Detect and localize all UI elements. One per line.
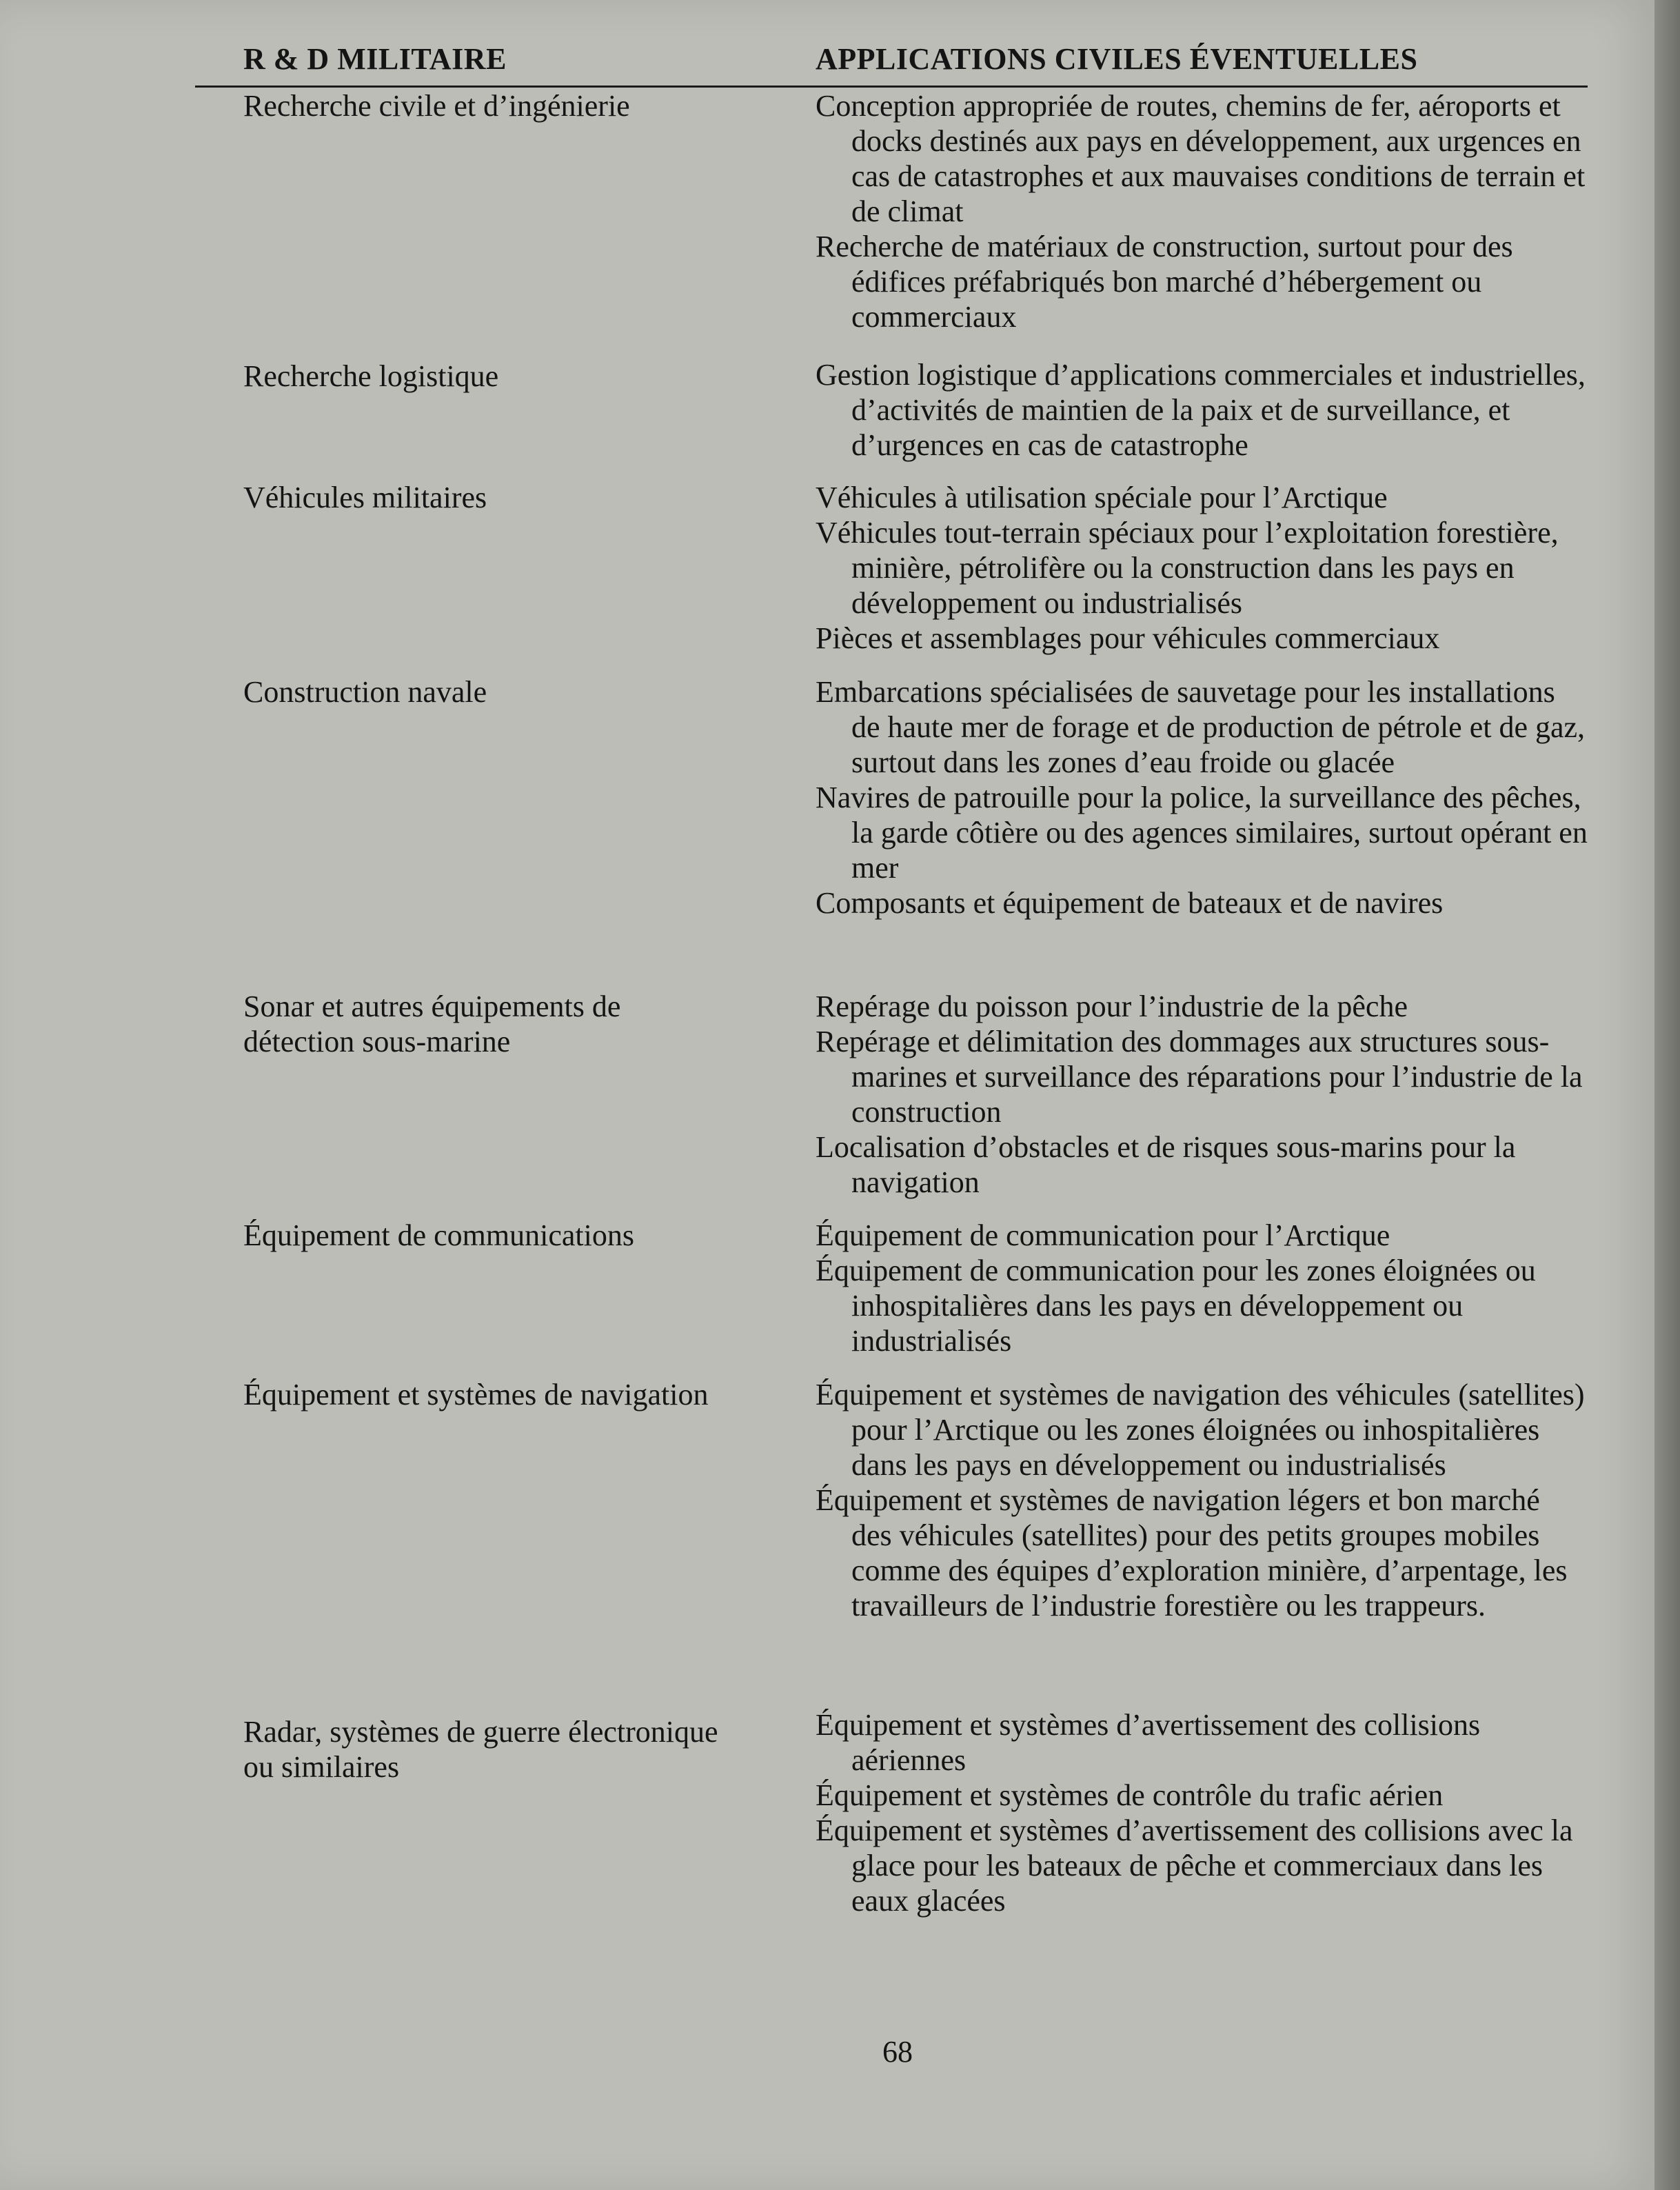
civil-applications [816, 88, 1588, 334]
civil-application-item: Repérage et délimitation des dommages aux structures sous-marines et surveillance des réparations pour l’industrie de la construction [816, 1025, 1583, 1129]
civil-application-item: Gestion logistique d’applications commerciales et industrielles, d’activités de maintien de la paix et de surveillance, et d’urgences en cas de catastrophe [816, 358, 1586, 462]
civil-application-item: Équipement et systèmes de navigation légers et bon marché des véhicules (satellites) pour des petits groupes mobiles comme des équipes d’exploration minière, d’arpentage, les travailleurs de l’industrie forestière ou les trappeurs. [816, 1483, 1568, 1623]
header-rule [195, 86, 1588, 88]
civil-applications [816, 1218, 1588, 1358]
civil-application-item: Pièces et assemblages pour véhicules commerciaux [816, 621, 1440, 655]
military-domain: Radar, systèmes de guerre électronique ou similaires [243, 1715, 718, 1784]
civil-applications [816, 674, 1588, 921]
page-number: 68 [882, 2035, 913, 2069]
civil-application-item: Embarcations spécialisées de sauvetage pour les installations de haute mer de forage et de production de pétrole et de gaz, surtout dans les zones d’eau froide ou glacée [816, 675, 1586, 779]
civil-application-item: Équipement et systèmes d’avertissement des collisions aériennes [816, 1708, 1481, 1777]
civil-application-item: Localisation d’obstacles et de risques sous-marins pour la navigation [816, 1130, 1516, 1199]
civil-application-item: Véhicules tout-terrain spéciaux pour l’exploitation forestière, minière, pétrolifère ou la construction dans les pays en développement ou industrialisés [816, 516, 1559, 620]
military-domain: Recherche civile et d’ingénierie [243, 89, 630, 123]
civil-applications [816, 989, 1588, 1200]
military-domain: Équipement de communications [243, 1218, 634, 1252]
military-domain: Sonar et autres équipements de détection sous-marine [243, 989, 621, 1058]
civil-applications [816, 1707, 1588, 1918]
civil-application-item: Conception appropriée de routes, chemins de fer, aéroports et docks destinés aux pays en développement, aux urgences en cas de catastrophes et aux mauvaises conditions de terrain et de climat [816, 89, 1586, 228]
civil-application-item: Équipement et systèmes de navigation des véhicules (satellites) pour l’Arctique ou les zones éloignées ou inhospitalières dans les pays en développement ou industrialisés [816, 1378, 1585, 1482]
civil-applications [816, 357, 1588, 463]
header-civil-applications: APPLICATIONS CIVILES ÉVENTUELLES [816, 42, 1418, 76]
table-header [195, 41, 1588, 79]
military-domain: Construction navale [243, 675, 487, 709]
civil-application-item: Équipement de communication pour les zones éloignées ou inhospitalières dans les pays en développement ou industrialisés [816, 1254, 1536, 1358]
civil-application-item: Recherche de matériaux de construction, surtout pour des édifices préfabriqués bon marché d’hébergement ou commerciaux [816, 230, 1513, 334]
military-domain: Équipement et systèmes de navigation [243, 1378, 709, 1412]
civil-applications [816, 480, 1588, 656]
civil-application-item: Navires de patrouille pour la police, la surveillance des pêches, la garde côtière ou des agences similaires, surtout opérant en mer [816, 781, 1588, 885]
civil-applications [816, 1377, 1588, 1623]
header-military-rd: R & D MILITAIRE [243, 42, 507, 76]
civil-application-item: Repérage du poisson pour l’industrie de la pêche [816, 989, 1408, 1023]
civil-application-item: Équipement et systèmes de contrôle du trafic aérien [816, 1778, 1444, 1812]
page-edge [1654, 0, 1680, 2190]
civil-application-item: Équipement et systèmes d’avertissement des collisions avec la glace pour les bateaux de pêche et commerciaux dans les eaux glacées [816, 1814, 1573, 1918]
civil-application-item: Composants et équipement de bateaux et de navires [816, 886, 1444, 920]
civil-application-item: Véhicules à utilisation spéciale pour l’Arctique [816, 481, 1388, 514]
civil-application-item: Équipement de communication pour l’Arctique [816, 1218, 1390, 1252]
military-domain: Recherche logistique [243, 359, 499, 393]
military-domain: Véhicules militaires [243, 481, 487, 514]
